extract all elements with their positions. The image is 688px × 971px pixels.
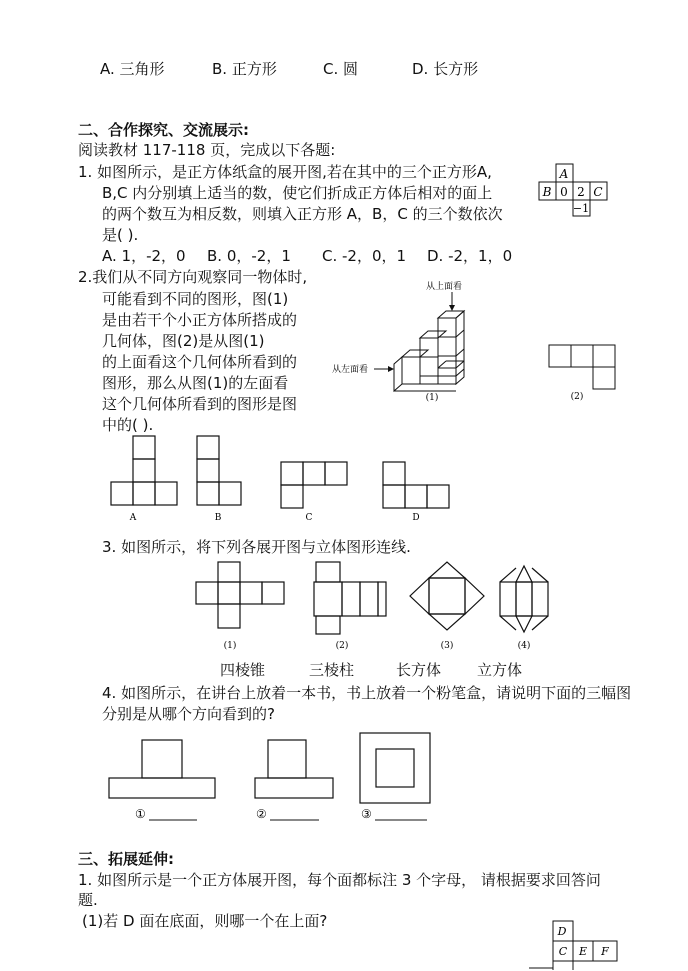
q2-solid-figure (330, 278, 510, 403)
q4-views-figure (105, 730, 445, 830)
net-label-minus-one: −1 (572, 202, 590, 215)
option-c: C. 圆 (323, 60, 359, 78)
solid-triangular-prism: 三棱柱 (309, 661, 355, 679)
q1-line-4: 是( ). (102, 226, 139, 244)
q2-line-4: 几何体，图(2)是从图(1) (102, 332, 265, 350)
q2-line-5: 的上面看这个几何体所看到的 (102, 353, 298, 371)
choice-b-figure (197, 436, 241, 505)
q4-line-2: 分别是从哪个方向看到的? (102, 705, 275, 723)
net-label-zero: 0 (560, 185, 568, 199)
top-view-label: 从上面看 (426, 282, 463, 292)
section-2-intro: 阅读教材 117-118 页，完成以下各题: (78, 141, 336, 159)
q1-option-c: C. -2，0，1 (322, 247, 407, 265)
view-2-label: ② (256, 807, 267, 821)
s3-cube-net-figure (525, 918, 625, 970)
solid-cuboid: 长方体 (396, 661, 442, 679)
q2-line-3: 是由若干个小正方体所搭成的 (102, 311, 298, 329)
section-2-heading: 二、合作探究、交流展示: (78, 121, 249, 139)
solid-cube: 立方体 (477, 661, 523, 679)
net-1-caption: (1) (223, 641, 237, 651)
fig2-caption: (2) (570, 392, 584, 402)
q1-option-a: A. 1，-2，0 (102, 247, 186, 265)
choice-a-label: A (129, 513, 137, 523)
s3-net-label-d: D (557, 925, 567, 938)
q1-line-2: B,C 内分别填上适当的数，使它们折成正方体后相对的面上 (102, 184, 493, 202)
net-4-prism (500, 566, 548, 632)
net-4-caption: (4) (517, 641, 531, 651)
choice-c-figure (281, 462, 347, 508)
q2-line-7: 这个几何体所看到的图形是图 (102, 395, 298, 413)
q3-nets-figure (196, 560, 556, 655)
view-1-figure (109, 740, 215, 798)
cube-stack (394, 311, 464, 391)
q2-top-view-figure (545, 343, 625, 403)
choice-a-figure (111, 436, 177, 505)
fig1-caption: (1) (425, 393, 439, 403)
s3-sub-question-1: (1)若 D 面在底面，则哪一个在上面? (82, 912, 328, 930)
choice-c-label: C (305, 513, 313, 523)
q2-line-2: 可能看到不同的图形，图(1) (102, 290, 289, 308)
choice-d-label: D (412, 513, 420, 523)
net-2-caption: (2) (335, 641, 349, 651)
choice-d-figure (383, 462, 449, 508)
q2-line-1: 2.我们从不同方向观察同一物体时, (78, 268, 308, 286)
net-label-b: B (542, 185, 552, 199)
s3-net-label-c: C (558, 945, 568, 958)
net-3-pyramid (410, 562, 484, 630)
s3-q1-line-1: 1. 如图所示是一个正方体展开图，每个面都标注 3 个字母， 请根据要求回答问 (78, 871, 601, 889)
net-1-cube (196, 562, 284, 628)
q1-line-1: 1. 如图所示，是正方体纸盒的展开图,若在其中的三个正方形A, (78, 163, 492, 181)
option-a: A. 三角形 (100, 60, 165, 78)
section-3-heading: 三、拓展延伸: (78, 850, 174, 868)
q2-line-8: 中的( ). (102, 416, 154, 434)
view-1-label: ① (135, 807, 146, 821)
q1-line-3: 的两个数互为相反数，则填入正方形 A，B，C 的三个数依次 (102, 205, 503, 223)
net-label-c: C (593, 185, 603, 199)
q1-cube-net-figure (536, 162, 616, 222)
q2-line-6: 图形，那么从图(1)的左面看 (102, 374, 289, 392)
option-d: D. 长方形 (412, 60, 479, 78)
q1-option-d: D. -2，1，0 (427, 247, 513, 265)
left-view-label: 从左面看 (332, 365, 369, 375)
choice-b-label: B (214, 513, 222, 523)
q3-text: 3. 如图所示，将下列各展开图与立体图形连线. (102, 538, 411, 556)
q2-choices-figure (105, 436, 465, 528)
net-label-a: A (559, 167, 569, 181)
solid-square-pyramid: 四棱锥 (220, 661, 266, 679)
s3-net-label-f: F (601, 945, 609, 958)
net-label-two: 2 (577, 185, 585, 199)
view-2-figure (255, 740, 333, 798)
view-3-figure (360, 733, 430, 803)
net-3-caption: (3) (440, 641, 454, 651)
q4-line-1: 4. 如图所示，在讲台上放着一本书，书上放着一个粉笔盒，请说明下面的三幅图 (102, 684, 632, 702)
view-3-label: ③ (361, 807, 372, 821)
s3-q1-line-2: 题. (78, 891, 98, 909)
option-b: B. 正方形 (212, 60, 277, 78)
s3-net-label-e: E (578, 945, 588, 958)
q1-option-b: B. 0，-2，1 (207, 247, 291, 265)
net-2-cuboid (314, 562, 386, 634)
